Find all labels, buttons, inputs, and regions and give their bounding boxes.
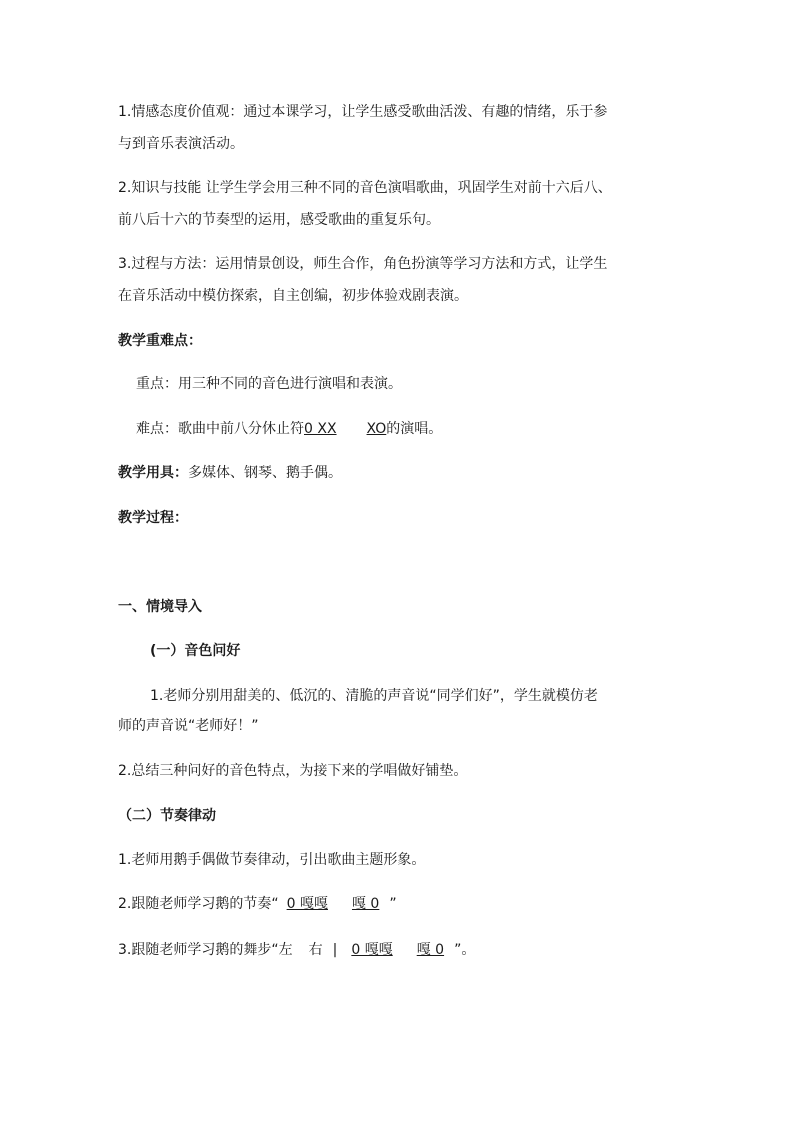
sub1-item-1-line-2: 师的声音说“老师好！” [118, 718, 259, 734]
tools-line [118, 463, 342, 483]
sub2-item-2 [118, 894, 397, 914]
difficulty-prefix: 难点：歌曲中前八分休止符 [136, 421, 304, 437]
focus-point: 重点：用三种不同的音色进行演唱和表演。 [136, 376, 402, 392]
tools-heading: 教学用具： [118, 465, 188, 481]
sub2-item-3-rhythm-2: 嘎 0 [416, 942, 445, 958]
objective-3-line-2: 在音乐活动中模仿探索，自主创编，初步体验戏剧表演。 [118, 288, 468, 304]
sub2-item-3-bar: | [332, 942, 338, 958]
sub2-item-3-suffix: ”。 [454, 942, 476, 958]
difficulty-suffix: 的演唱。 [386, 421, 443, 437]
sub2-item-1: 1.老师用鹅手偶做节奏律动，引出歌曲主题形象。 [118, 852, 426, 868]
objective-1-line-2: 与到音乐表演活动。 [118, 136, 244, 152]
sub1-item-1-line-1: 1.老师分别用甜美的、低沉的、清脆的声音说“同学们好”，学生就模仿老 [150, 688, 598, 704]
sub2-item-3-prefix: 3.跟随老师学习鹅的舞步“左 [118, 942, 293, 958]
difficulty-rhythm-1: 0 XX [304, 421, 337, 437]
objective-2-line-1: 2.知识与技能 让学生学会用三种不同的音色演唱歌曲，巩固学生对前十六后八、 [118, 180, 612, 196]
sub2-item-3-rhythm-1: 0 嘎嘎 [351, 942, 393, 958]
section-1-title: 一、情境导入 [118, 599, 202, 615]
key-points-heading: 教学重难点： [118, 333, 202, 349]
sub2-item-2-prefix: 2.跟随老师学习鹅的节奏“ [118, 896, 279, 912]
objective-2-line-2: 前八后十六的节奏型的运用，感受歌曲的重复乐句。 [118, 212, 440, 228]
sub2-item-3 [118, 940, 475, 960]
tools-text: 多媒体、钢琴、鹅手偶。 [188, 465, 342, 481]
sub1-item-2: 2.总结三种问好的音色特点，为接下来的学唱做好铺垫。 [118, 763, 468, 779]
sub2-item-2-rhythm-1: 0 嘎嘎 [286, 896, 328, 912]
subsection-1-title: (一）音色问好 [150, 643, 241, 659]
subsection-2-title: （二）节奏律动 [118, 808, 216, 824]
objective-3-line-1: 3.过程与方法：运用情景创设，师生合作，角色扮演等学习方法和方式，让学生 [118, 256, 608, 272]
objective-1-line-1: 1.情感态度价值观：通过本课学习，让学生感受歌曲活泼、有趣的情绪，乐于参 [118, 104, 608, 120]
sub2-item-3-right: 右 [308, 942, 323, 958]
sub2-item-2-suffix: ” [389, 896, 397, 912]
sub2-item-2-rhythm-2: 嘎 0 [351, 896, 380, 912]
difficulty-point [136, 419, 442, 439]
process-heading: 教学过程： [118, 510, 188, 526]
difficulty-rhythm-2: XO [366, 421, 387, 437]
